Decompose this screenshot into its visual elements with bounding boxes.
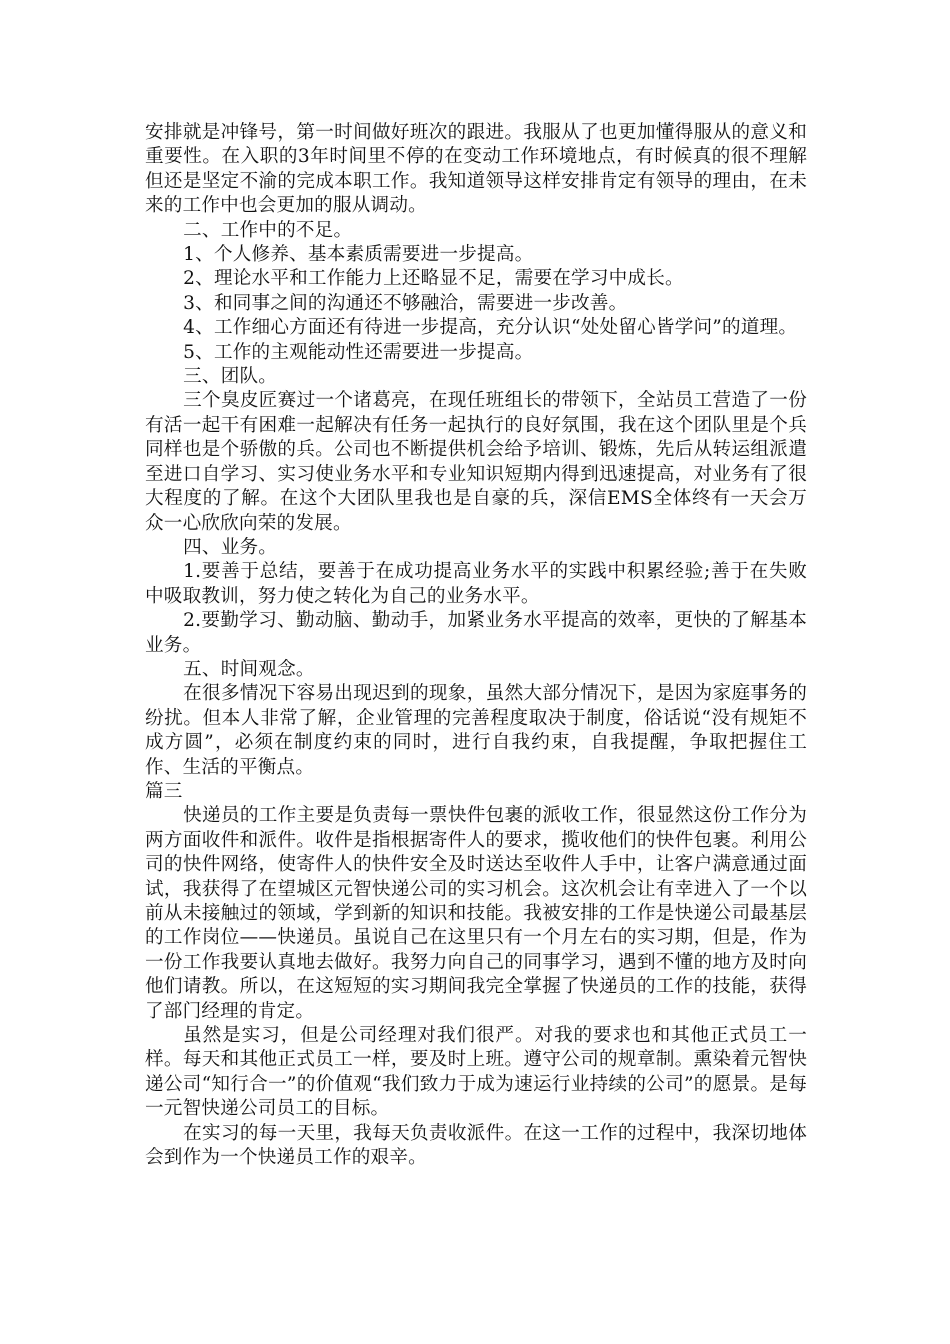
- paragraph-daily-work: 在实习的每一天里，我每天负责收派件。在这一工作的过程中，我深切地体会到作为一个快递员工作的艰辛。: [145, 1122, 807, 1169]
- document-body: [145, 121, 807, 1170]
- list-item-shortcoming-2: 2、理论水平和工作能力上还略显不足，需要在学习中成长。: [183, 268, 684, 290]
- paragraph-internship-rules: 虽然是实习，但是公司经理对我们很严。对我的要求也和其他正式员工一样。每天和其他正式员工一样，要及时上班。遵守公司的规章制。熏染着元智快递公司“知行合一”的价值观“我们致力于成为速运行业持续的公司”的愿景。是每一元智快递公司员工的目标。: [145, 1025, 807, 1120]
- list-item-shortcoming-4: 4、工作细心方面还有待进一步提高，充分认识“处处留心皆学问”的道理。: [183, 317, 798, 339]
- list-item-shortcoming-1: 1、个人修养、基本素质需要进一步提高。: [183, 244, 534, 266]
- heading-business: 四、业务。: [183, 536, 278, 558]
- paragraph-time-concept: 在很多情况下容易出现迟到的现象，虽然大部分情况下，是因为家庭事务的纷扰。但本人非常了解，企业管理的完善程度取决于制度，俗话说“没有规矩不成方圆”，必须在制度约束的同时，进行自我约束，自我提醒，争取把握住工作、生活的平衡点。: [145, 683, 807, 778]
- paragraph-team: 三个臭皮匠赛过一个诸葛亮，在现任班组长的带领下，全站员工营造了一份有活一起干有困难一起解决有任务一起执行的良好氛围，我在这个团队里是个兵同样也是个骄傲的兵。公司也不断提供机会给予培训、锻炼，先后从转运组派遣至进口自学习、实习使业务水平和专业知识短期内得到迅速提高，对业务有了很大程度的了解。在这个大团队里我也是自豪的兵，深信EMS全体终有一天会万众一心欣欣向荣的发展。: [145, 390, 807, 534]
- list-item-business-1: 1.要善于总结，要善于在成功提高业务水平的实践中积累经验;善于在失败中吸取教训，努力使之转化为自己的业务水平。: [145, 561, 807, 607]
- section-heading-part-three: 篇三: [145, 780, 183, 802]
- paragraph-obedience: 安排就是冲锋号，第一时间做好班次的跟进。我服从了也更加懂得服从的意义和重要性。在入职的3年时间里不停的在变动工作环境地点，有时候真的很不理解但还是坚定不渝的完成本职工作。我知道领导这样安排肯定有领导的理由，在未来的工作中也会更加的服从调动。: [145, 122, 807, 217]
- heading-shortcomings: 二、工作中的不足。: [183, 219, 353, 241]
- list-item-shortcoming-5: 5、工作的主观能动性还需要进一步提高。: [183, 341, 534, 363]
- list-item-business-2: 2.要勤学习、勤动脑、勤动手，加紧业务水平提高的效率，更快的了解基本业务。: [145, 610, 807, 656]
- list-item-shortcoming-3: 3、和同事之间的沟通还不够融洽，需要进一步改善。: [183, 292, 628, 314]
- heading-time-concept: 五、时间观念。: [183, 658, 315, 680]
- paragraph-courier-work: 快递员的工作主要是负责每一票快件包裹的派收工作，很显然这份工作分为两方面收件和派件。收件是指根据寄件人的要求，揽收他们的快件包裹。利用公司的快件网络，使寄件人的快件安全及时送达至收件人手中，让客户满意通过面试，我获得了在望城区元智快递公司的实习机会。这次机会让有幸进入了一个以前从未接触过的领域，学到新的知识和技能。我被安排的工作是快递公司最基层的工作岗位——快递员。虽说自己在这里只有一个月左右的实习期，但是，作为一份工作我要认真地去做好。我努力向自己的同事学习，遇到不懂的地方及时向他们请教。所以，在这短短的实习期间我完全掌握了快递员的工作的技能，获得了部门经理的肯定。: [145, 805, 807, 1022]
- heading-team: 三、团队。: [183, 366, 278, 388]
